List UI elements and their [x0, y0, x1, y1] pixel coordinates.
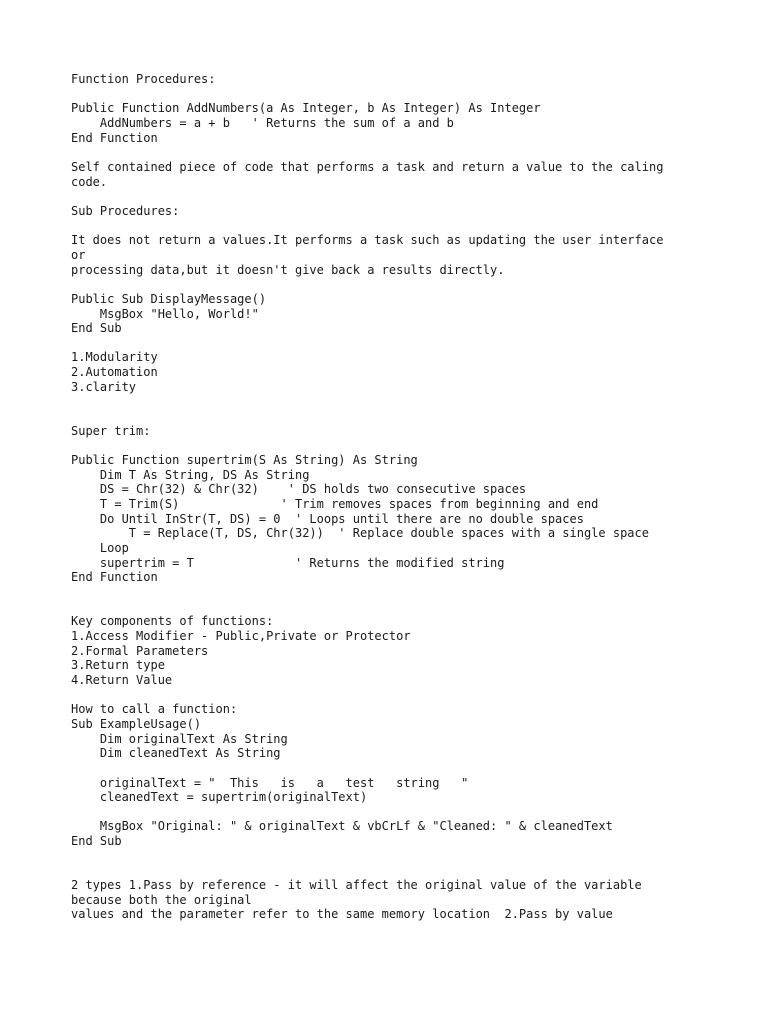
document-line [71, 688, 711, 703]
document-line: supertrim = T ' Returns the modified string [71, 555, 505, 570]
document-body [71, 72, 711, 922]
document-line: originalText = " This is a test string " [71, 775, 469, 790]
document-line [71, 438, 711, 453]
document-line: Dim originalText As String [71, 731, 288, 746]
document-line [71, 145, 711, 160]
document-line: Public Function supertrim(S As String) As String [71, 453, 418, 468]
document-line: Sub ExampleUsage() [71, 716, 202, 731]
document-line: It does not return a values.It performs a task such as updating the user interface [71, 233, 664, 248]
document-line: Public Sub DisplayMessage() [71, 291, 267, 306]
document-line: Sub Procedures: [71, 203, 180, 218]
document-line: Function Procedures: [71, 72, 216, 86]
document-line [71, 219, 711, 234]
document-line: 1.Access Modifier - Public,Private or Protector [71, 628, 411, 643]
document-line [71, 761, 711, 776]
document-line: Self contained piece of code that performs a task and return a value to the caling [71, 159, 664, 174]
document-line [71, 336, 711, 351]
document-line: processing data,but it doesn't give back a results directly. [71, 262, 505, 277]
document-line: End Function [71, 130, 158, 145]
document-line: T = Replace(T, DS, Chr(32)) ' Replace double spaces with a single space [71, 526, 649, 541]
document-line: or [71, 247, 86, 262]
document-line [71, 849, 711, 864]
document-line [71, 394, 711, 409]
document-line [71, 585, 711, 600]
document-line: MsgBox "Hello, World!" [71, 306, 259, 321]
document-line: 2.Automation [71, 365, 158, 380]
document-line: Key components of functions: [71, 614, 274, 629]
document-line: 3.clarity [71, 379, 137, 394]
document-line: Dim cleanedText As String [71, 746, 281, 761]
document-line: Loop [71, 541, 129, 555]
document-line: End Sub [71, 321, 122, 336]
document-line: because both the original [71, 892, 252, 907]
document-line: End Function [71, 570, 158, 585]
document-line: cleanedText = supertrim(originalText) [71, 790, 368, 805]
document-line [71, 863, 711, 878]
document-line: MsgBox "Original: " & originalText & vbCrLf & "Cleaned: " & cleanedText [71, 819, 613, 834]
document-line: 3.Return type [71, 658, 165, 673]
document-line [71, 277, 711, 292]
document-line: Public Function AddNumbers(a As Integer, b As Integer) As Integer [71, 101, 541, 116]
document-line: Do Until InStr(T, DS) = 0 ' Loops until there are no double spaces [71, 511, 584, 526]
document-line [71, 87, 711, 102]
document-line: 2 types 1.Pass by reference - it will affect the original value of the variable [71, 878, 642, 893]
document-line: DS = Chr(32) & Chr(32) ' DS holds two consecutive spaces [71, 482, 527, 497]
document-line: code. [71, 174, 108, 189]
document-line: End Sub [71, 834, 122, 849]
document-line: AddNumbers = a + b ' Returns the sum of a and b [71, 115, 454, 130]
document-line: Dim T As String, DS As String [71, 467, 310, 482]
document-line [71, 805, 711, 820]
document-line: values and the parameter refer to the same memory location 2.Pass by value [71, 907, 613, 922]
document-line [71, 409, 711, 424]
document-line [71, 189, 711, 204]
document-line: 1.Modularity [71, 350, 158, 365]
document-line: T = Trim(S) ' Trim removes spaces from beginning and end [71, 497, 599, 512]
document-line: 2.Formal Parameters [71, 643, 209, 658]
document-line: 4.Return Value [71, 672, 173, 687]
document-line: Super trim: [71, 423, 151, 438]
document-line: How to call a function: [71, 702, 238, 717]
document-line [71, 600, 711, 615]
